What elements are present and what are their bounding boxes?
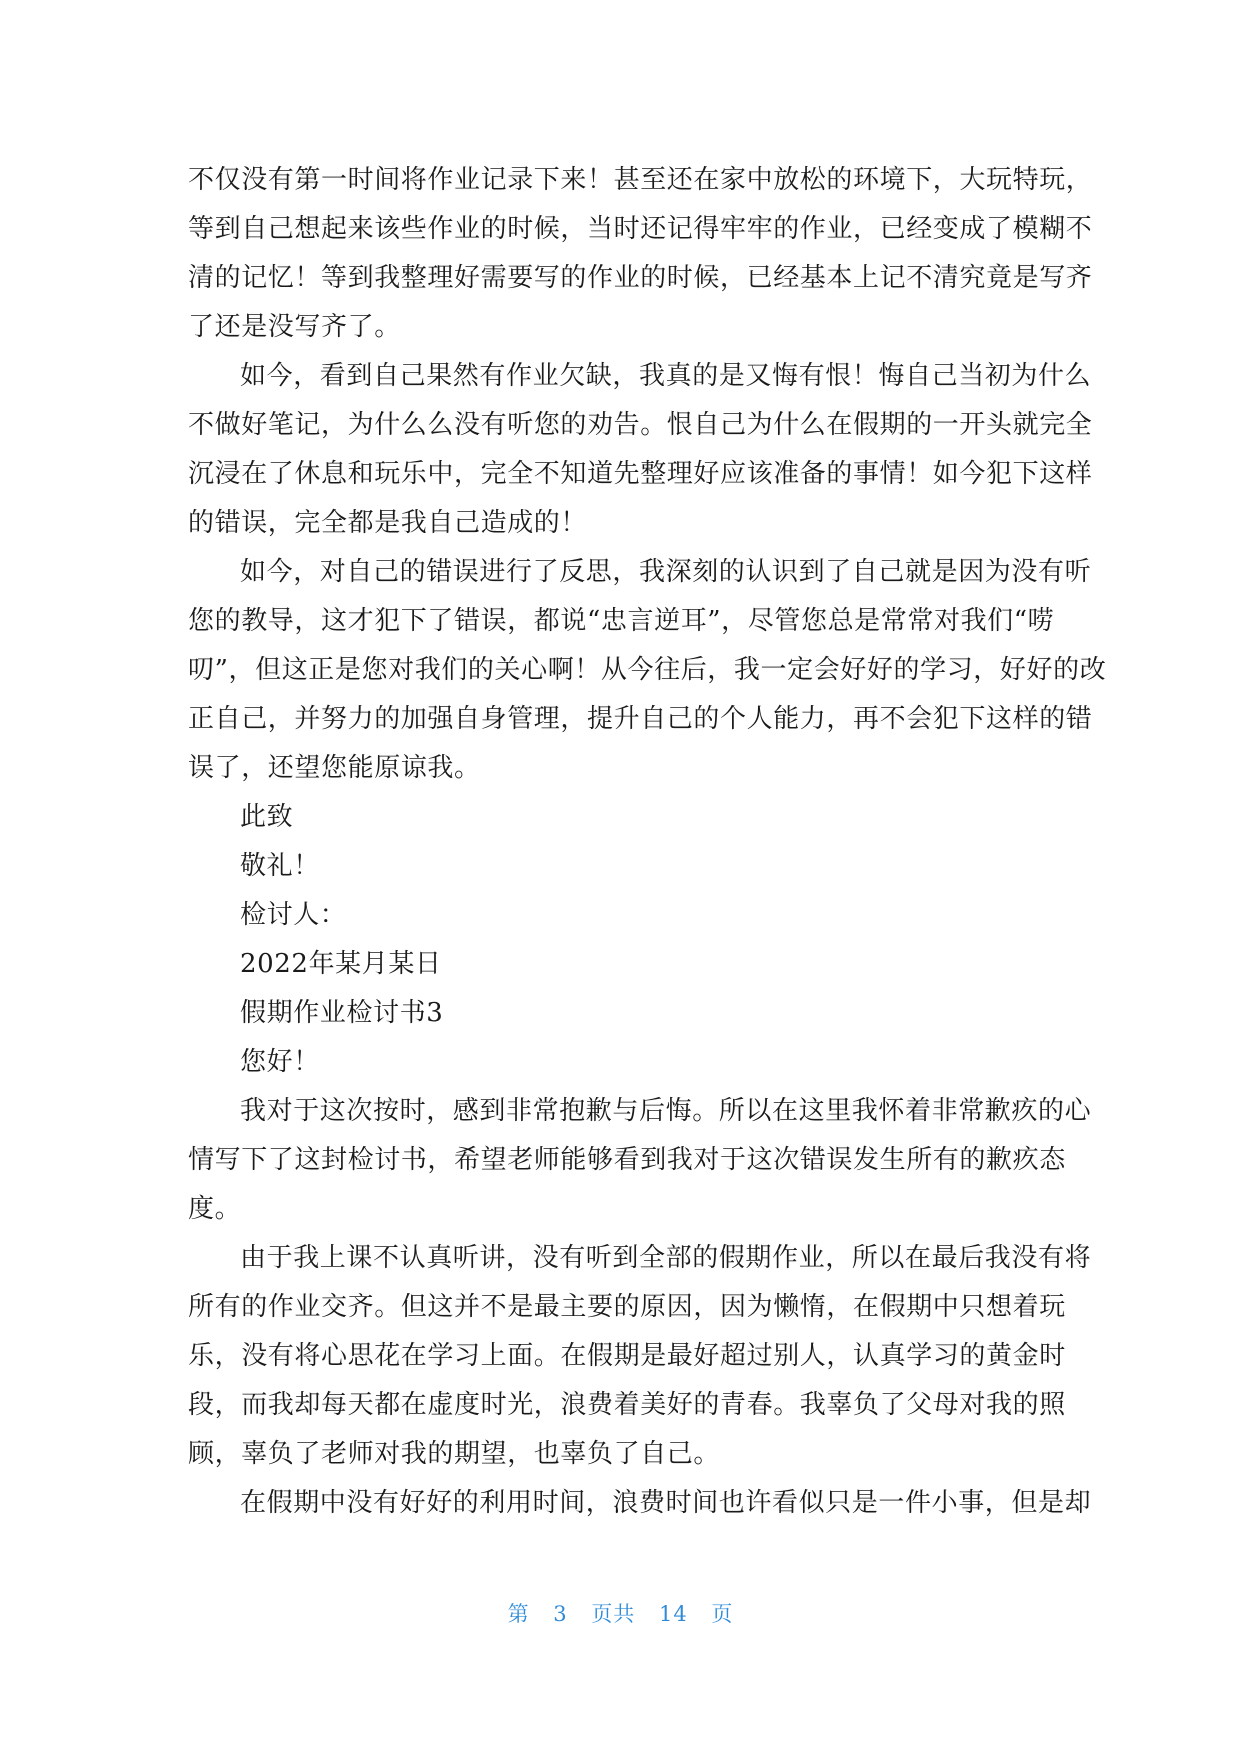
footer-current-page: 3 — [553, 1602, 568, 1626]
text-line: 不仅没有第一时间将作业记录下来！甚至还在家中放松的环境下，大玩特玩， — [188, 165, 1093, 195]
footer-suffix: 页 — [711, 1602, 734, 1626]
text-line: 在假期中没有好好的利用时间，浪费时间也许看似只是一件小事，但是却 — [240, 1488, 1092, 1518]
text-line: 您的教导，这才犯下了错误，都说“忠言逆耳”，尽管您总是常常对我们“唠 — [188, 606, 1055, 636]
text-line: 如今，对自己的错误进行了反思，我深刻的认识到了自己就是因为没有听 — [240, 557, 1092, 587]
text-line: 假期作业检讨书3 — [240, 998, 444, 1028]
text-line: 情写下了这封检讨书，希望老师能够看到我对于这次错误发生所有的歉疚态 — [188, 1145, 1066, 1175]
text-line: 顾，辜负了老师对我的期望，也辜负了自己。 — [188, 1439, 721, 1469]
page-footer — [0, 1598, 1241, 1628]
text-line: 2022年某月某日 — [240, 949, 442, 979]
text-line: 如今，看到自己果然有作业欠缺，我真的是又悔有恨！悔自己当初为什么 — [240, 361, 1092, 391]
text-line: 检讨人： — [240, 900, 347, 930]
text-line: 等到自己想起来该些作业的时候，当时还记得牢牢的作业，已经变成了模糊不 — [188, 214, 1093, 244]
text-line: 乐，没有将心思花在学习上面。在假期是最好超过别人，认真学习的黄金时 — [188, 1341, 1066, 1371]
text-line: 不做好笔记，为什么么没有听您的劝告。恨自己为什么在假期的一开头就完全 — [188, 410, 1093, 440]
text-line: 了还是没写齐了。 — [188, 312, 401, 342]
footer-total-pages: 14 — [659, 1602, 688, 1626]
text-line: 此致 — [240, 802, 294, 832]
text-line: 度。 — [188, 1194, 242, 1224]
document-body — [188, 156, 1107, 1528]
text-line: 清的记忆！等到我整理好需要写的作业的时候，已经基本上记不清究竟是写齐 — [188, 263, 1093, 293]
text-line: 您好！ — [240, 1047, 320, 1077]
text-line: 所有的作业交齐。但这并不是最主要的原因，因为懒惰，在假期中只想着玩 — [188, 1292, 1066, 1322]
text-line: 敬礼！ — [240, 851, 320, 881]
text-line: 误了，还望您能原谅我。 — [188, 753, 481, 783]
footer-prefix: 第 — [507, 1602, 530, 1626]
text-line: 由于我上课不认真听讲，没有听到全部的假期作业，所以在最后我没有将 — [240, 1243, 1092, 1273]
text-line: 我对于这次按时，感到非常抱歉与后悔。所以在这里我怀着非常歉疚的心 — [240, 1096, 1092, 1126]
text-line: 正自己，并努力的加强自身管理，提升自己的个人能力，再不会犯下这样的错 — [188, 704, 1093, 734]
text-line: 段，而我却每天都在虚度时光，浪费着美好的青春。我辜负了父母对我的照 — [188, 1390, 1066, 1420]
text-line: 沉浸在了休息和玩乐中，完全不知道先整理好应该准备的事情！如今犯下这样 — [188, 459, 1093, 489]
text-line: 的错误，完全都是我自己造成的！ — [188, 508, 588, 538]
footer-middle: 页共 — [591, 1602, 636, 1626]
text-line: 叨”，但这正是您对我们的关心啊！从今往后，我一定会好好的学习，好好的改 — [188, 655, 1107, 685]
